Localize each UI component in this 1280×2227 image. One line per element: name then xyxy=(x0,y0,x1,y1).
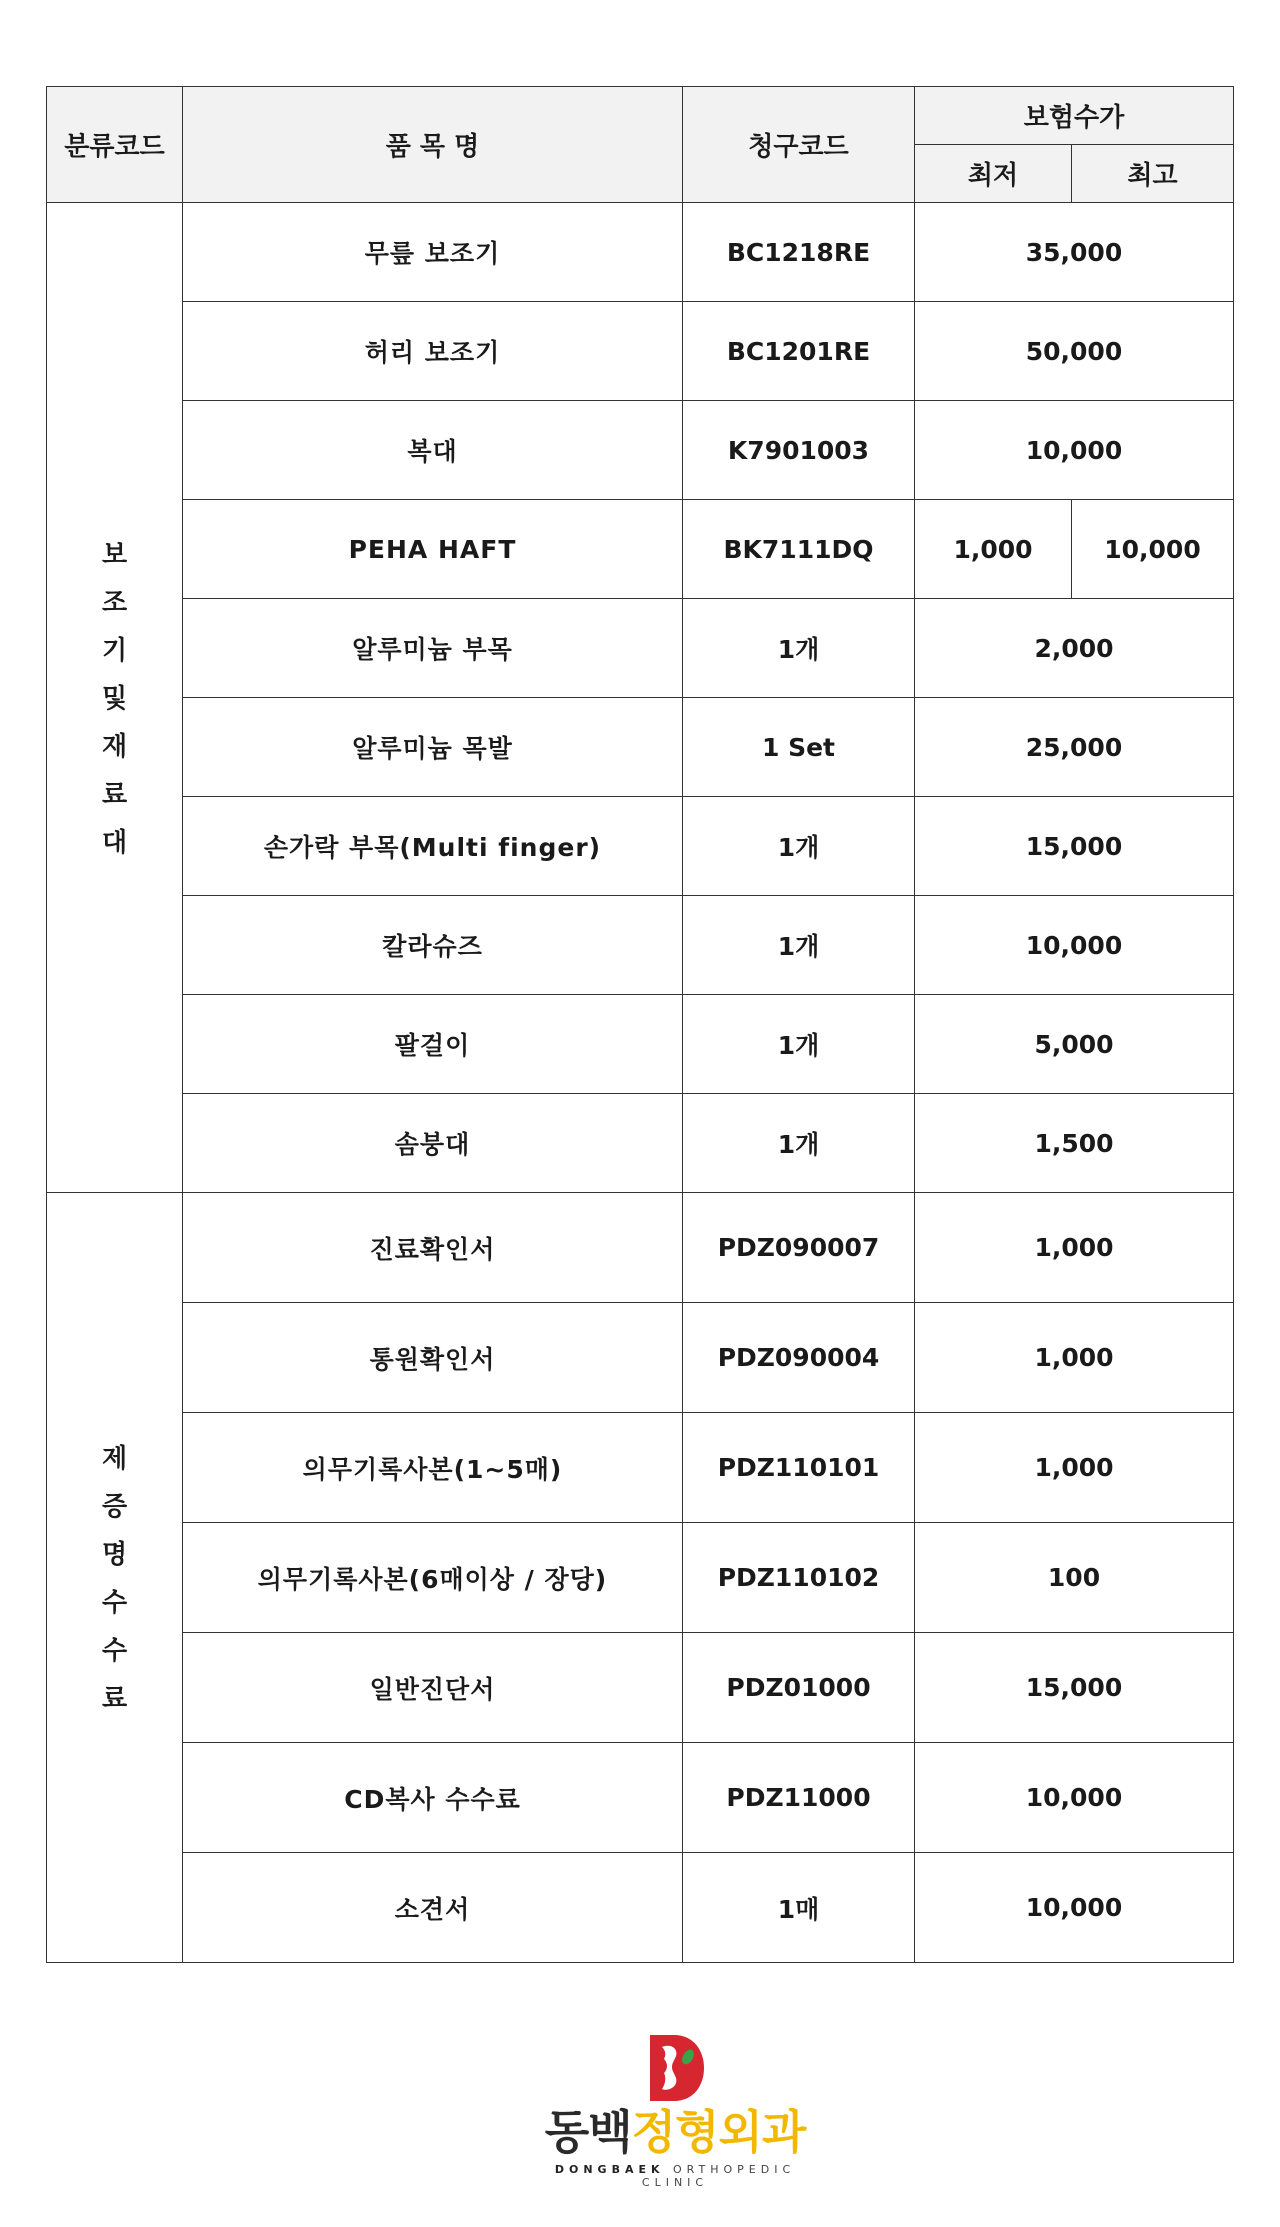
item-name: 진료확인서 xyxy=(183,1193,683,1303)
item-name: 손가락 부목(Multi finger) xyxy=(183,797,683,896)
claim-code: 1매 xyxy=(683,1853,915,1963)
price: 1,000 xyxy=(915,1413,1234,1523)
price: 1,500 xyxy=(915,1094,1234,1193)
claim-code: 1개 xyxy=(683,995,915,1094)
price: 10,000 xyxy=(915,401,1234,500)
price: 35,000 xyxy=(915,203,1234,302)
category-char: 증 xyxy=(101,1491,128,1522)
header-row xyxy=(47,87,1234,145)
table-row xyxy=(47,698,1234,797)
item-name: CD복사 수수료 xyxy=(183,1743,683,1853)
claim-code: 1개 xyxy=(683,797,915,896)
category-char: 조 xyxy=(101,587,128,618)
item-name: 통원확인서 xyxy=(183,1303,683,1413)
table-row xyxy=(47,1094,1234,1193)
price: 2,000 xyxy=(915,599,1234,698)
claim-code: PDZ110101 xyxy=(683,1413,915,1523)
item-name: 솜붕대 xyxy=(183,1094,683,1193)
claim-code: K7901003 xyxy=(683,401,915,500)
header-claim-code: 청구코드 xyxy=(683,87,915,203)
item-name: 알루미늄 부목 xyxy=(183,599,683,698)
item-name: 의무기록사본(1~5매) xyxy=(183,1413,683,1523)
item-name: PEHA HAFT xyxy=(183,500,683,599)
claim-code: PDZ090007 xyxy=(683,1193,915,1303)
item-name: 팔걸이 xyxy=(183,995,683,1094)
clinic-name-part2: 정형외과 xyxy=(631,2105,806,2159)
clinic-english-bold: DONGBAEK xyxy=(554,2163,665,2176)
price: 1,000 xyxy=(915,1303,1234,1413)
price-max: 10,000 xyxy=(1072,500,1234,599)
clinic-logo xyxy=(540,2033,810,2218)
category-char: 기 xyxy=(101,635,128,666)
table-row xyxy=(47,599,1234,698)
claim-code: BK7111DQ xyxy=(683,500,915,599)
price: 10,000 xyxy=(915,896,1234,995)
table-row xyxy=(47,1743,1234,1853)
item-name: 무릎 보조기 xyxy=(183,203,683,302)
category-cell-certificate-fee xyxy=(47,1193,183,1963)
table-row xyxy=(47,896,1234,995)
clinic-english-name xyxy=(540,2163,810,2189)
price: 10,000 xyxy=(915,1853,1234,1963)
category-cell-orthosis xyxy=(47,203,183,1193)
category-char: 재 xyxy=(101,731,128,762)
claim-code: BC1218RE xyxy=(683,203,915,302)
claim-code: 1개 xyxy=(683,599,915,698)
claim-code: 1개 xyxy=(683,1094,915,1193)
table-row xyxy=(47,500,1234,599)
table-row xyxy=(47,995,1234,1094)
category-char: 수 xyxy=(101,1635,128,1666)
clinic-english-rest: ORTHOPEDIC CLINIC xyxy=(641,2163,796,2189)
category-char: 보 xyxy=(101,539,128,570)
category-char: 료 xyxy=(101,779,128,810)
table-row xyxy=(47,1633,1234,1743)
category-char: 대 xyxy=(101,827,128,858)
price: 1,000 xyxy=(915,1193,1234,1303)
header-min: 최저 xyxy=(915,145,1072,203)
item-name: 칼라슈즈 xyxy=(183,896,683,995)
price: 15,000 xyxy=(915,1633,1234,1743)
claim-code: 1 Set xyxy=(683,698,915,797)
table-row xyxy=(47,797,1234,896)
price-min: 1,000 xyxy=(915,500,1072,599)
header-item-name: 품 목 명 xyxy=(183,87,683,203)
header-category: 분류코드 xyxy=(47,87,183,203)
header-max: 최고 xyxy=(1072,145,1234,203)
price: 15,000 xyxy=(915,797,1234,896)
category-char: 명 xyxy=(101,1539,128,1570)
header-insurance-price: 보험수가 xyxy=(915,87,1234,145)
claim-code: PDZ01000 xyxy=(683,1633,915,1743)
table-row xyxy=(47,1853,1234,1963)
table-row xyxy=(47,302,1234,401)
clinic-logo-icon xyxy=(644,2033,706,2103)
clinic-name xyxy=(540,2105,810,2159)
table-row xyxy=(47,401,1234,500)
item-name: 일반진단서 xyxy=(183,1633,683,1743)
claim-code: 1개 xyxy=(683,896,915,995)
fee-table xyxy=(46,86,1234,1963)
claim-code: PDZ090004 xyxy=(683,1303,915,1413)
price: 10,000 xyxy=(915,1743,1234,1853)
item-name: 의무기록사본(6매이상 / 장당) xyxy=(183,1523,683,1633)
item-name: 복대 xyxy=(183,401,683,500)
price: 50,000 xyxy=(915,302,1234,401)
table-row xyxy=(47,1523,1234,1633)
claim-code: BC1201RE xyxy=(683,302,915,401)
table-row xyxy=(47,1193,1234,1303)
table-row xyxy=(47,1413,1234,1523)
item-name: 알루미늄 목발 xyxy=(183,698,683,797)
price: 25,000 xyxy=(915,698,1234,797)
category-char: 료 xyxy=(101,1683,128,1714)
price: 5,000 xyxy=(915,995,1234,1094)
claim-code: PDZ11000 xyxy=(683,1743,915,1853)
table-row xyxy=(47,1303,1234,1413)
category-char: 수 xyxy=(101,1587,128,1618)
table-row xyxy=(47,203,1234,302)
item-name: 소견서 xyxy=(183,1853,683,1963)
item-name: 허리 보조기 xyxy=(183,302,683,401)
claim-code: PDZ110102 xyxy=(683,1523,915,1633)
clinic-name-part1: 동백 xyxy=(544,2105,632,2159)
price: 100 xyxy=(915,1523,1234,1633)
category-char: 및 xyxy=(101,683,128,714)
category-char: 제 xyxy=(101,1443,128,1474)
